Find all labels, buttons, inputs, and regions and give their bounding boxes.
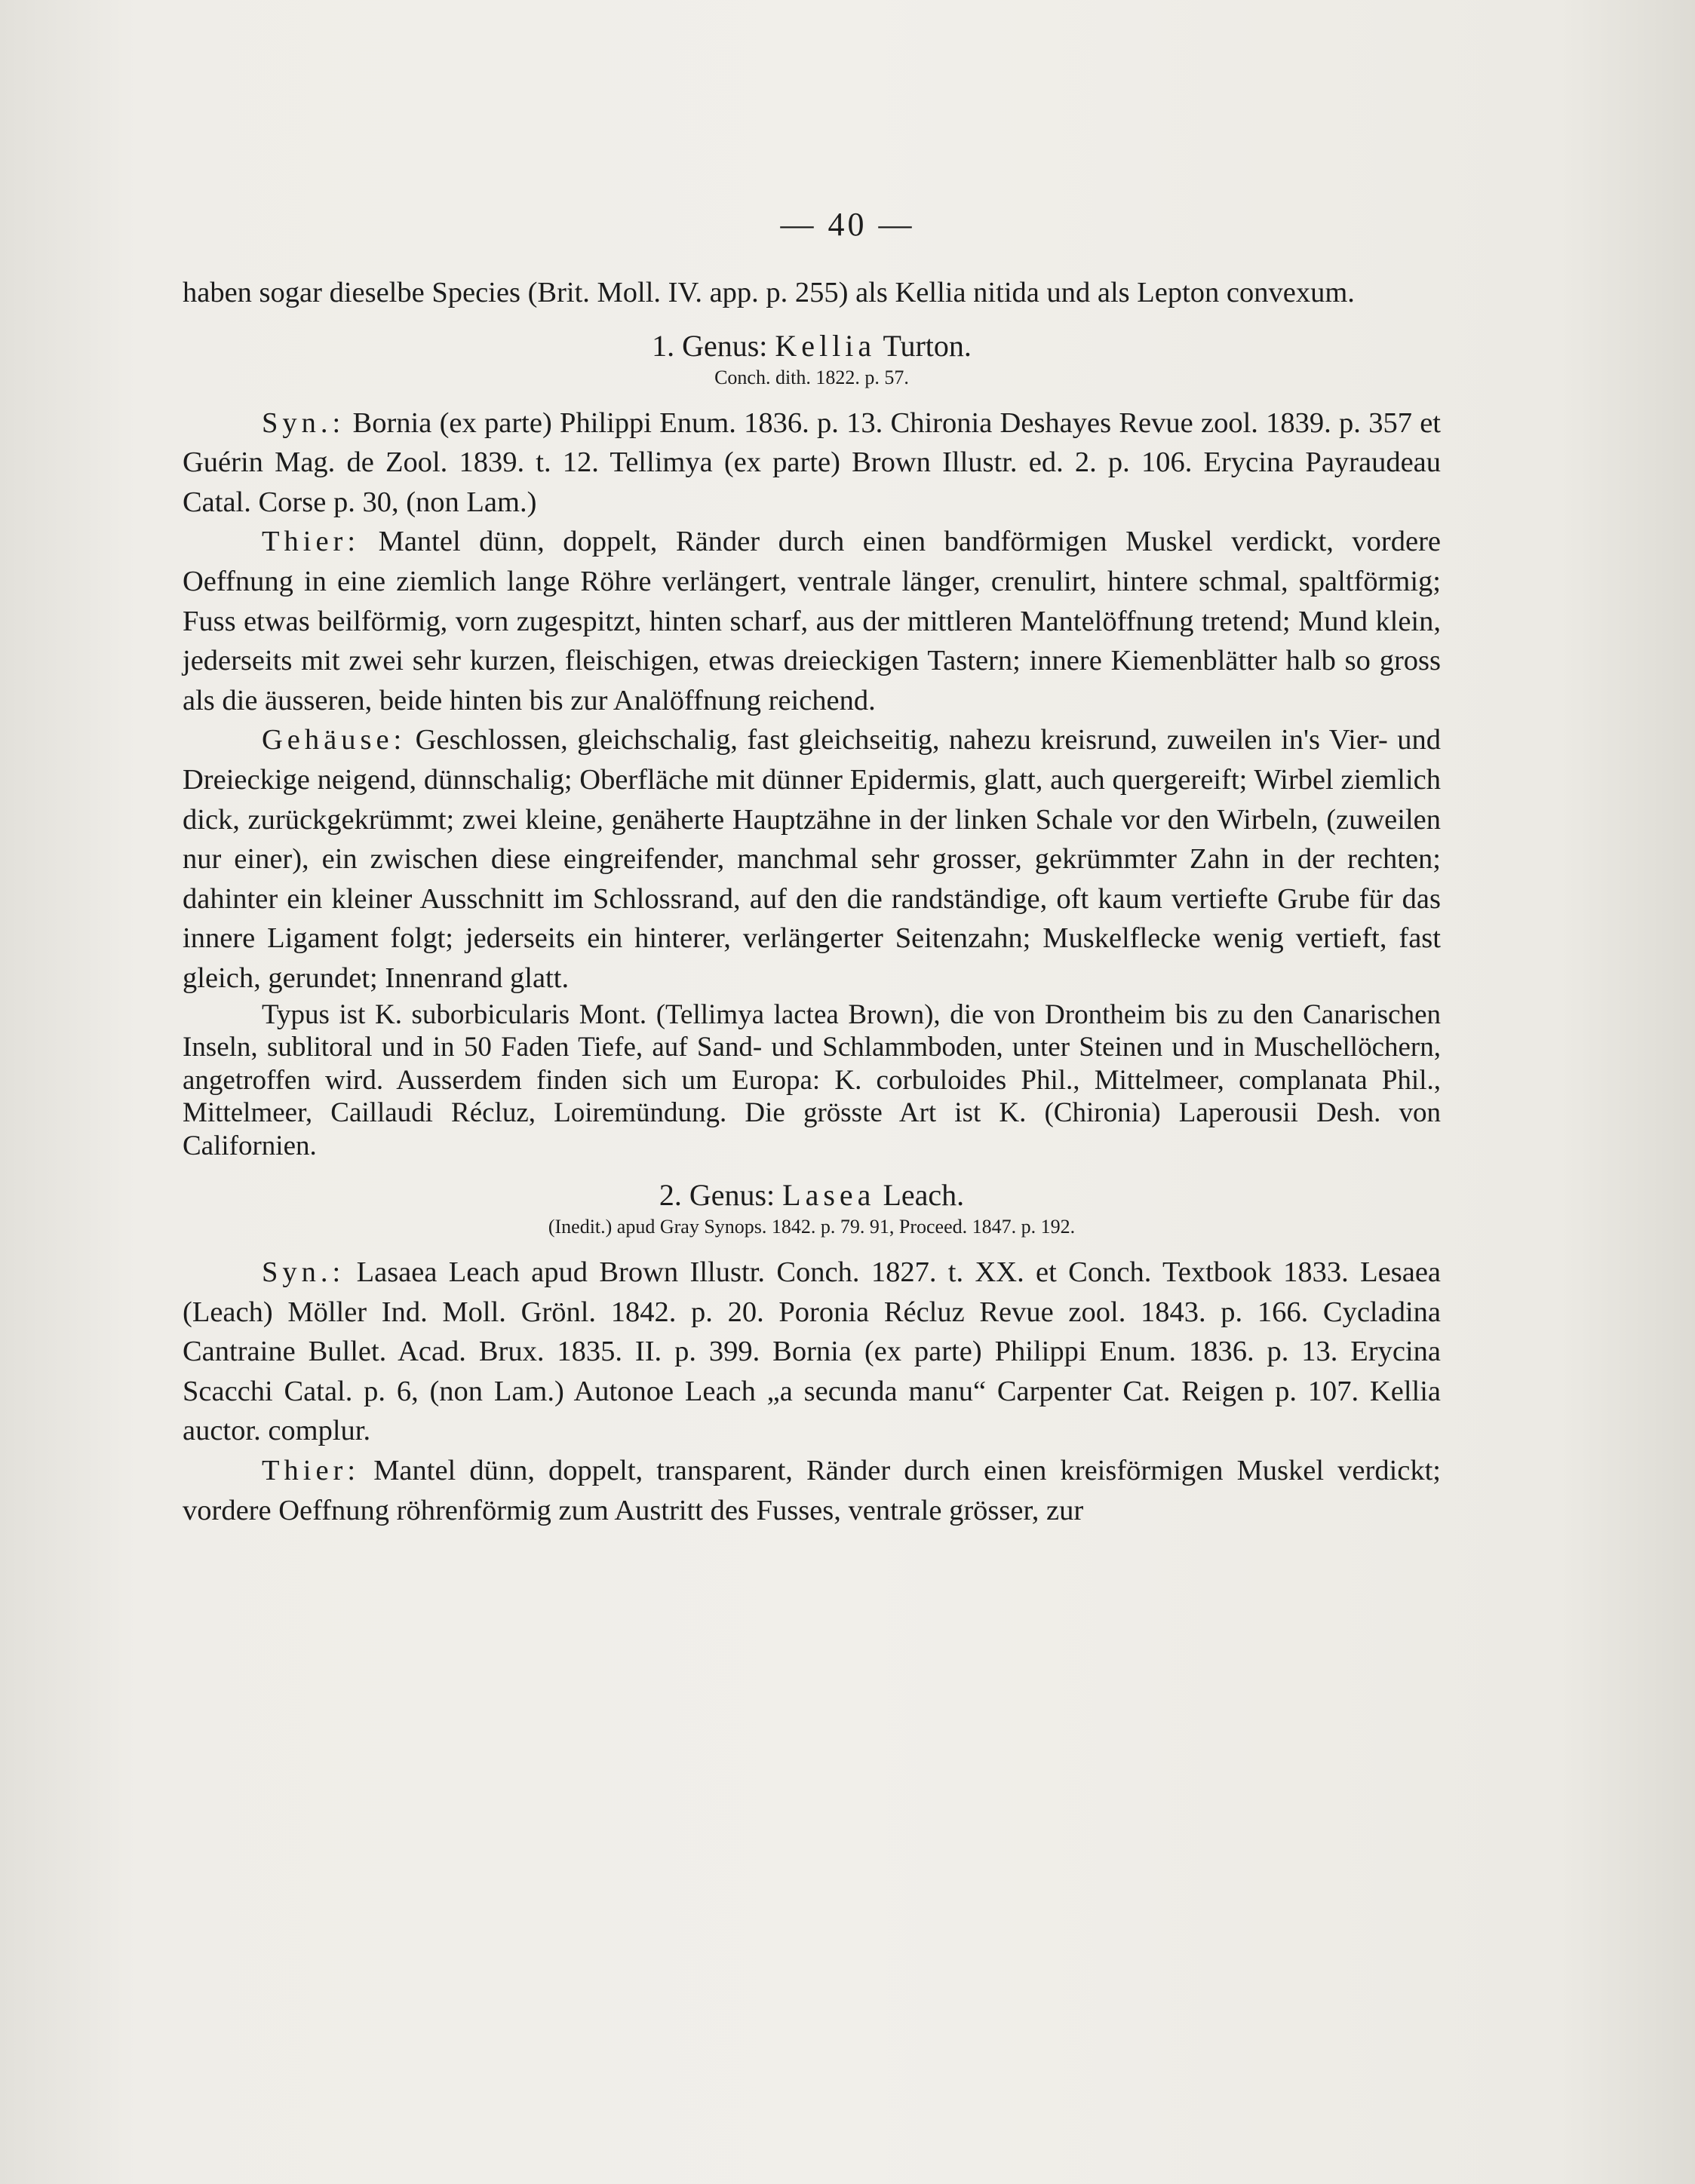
genus1-thier (183, 522, 1441, 720)
genus2-syn-label: Syn.: (262, 1256, 345, 1288)
genus2-reference: (Inedit.) apud Gray Synops. 1842. p. 79. 91, Proceed. 1847. p. 192. (548, 1216, 1076, 1238)
genus2-name: Lasea (782, 1178, 876, 1212)
genus1-gehaeuse-label: Gehäuse: (262, 724, 407, 756)
genus2-heading (183, 1176, 1441, 1215)
genus2-thier (183, 1451, 1441, 1530)
genus1-thier-text: Mantel dünn, doppelt, Ränder durch einen bandförmigen Muskel verdickt, vordere Oeffnung in eine ziemlich lange Röhre verlängert, ventrale länger, crenulirt, hintere schmal, spaltförmig; Fuss etwas beilförmig, vorn zugespitzt, hinten scharf, aus der mittleren Mantelöffnung tretend; Mund klein, jederseits mit zwei sehr kurzen, fleischigen, etwas dreieckigen Tastern; innere Kiemenblätter halb so gross als die äusseren, beide hinten bis zur Analöffnung reichend. (183, 526, 1441, 716)
genus1-syn-text: Bornia (ex parte) Philippi Enum. 1836. p. 13. Chironia Deshayes Revue zool. 1839. p. 357 et Guérin Mag. de Zool. 1839. t. 12. Tellimya (ex parte) Brown Illustr. ed. 2. p. 106. Erycina Payraudeau Catal. Corse p. 30, (non Lam.) (183, 406, 1442, 518)
intro-paragraph: haben sogar dieselbe Species (Brit. Moll. IV. app. p. 255) als Kellia nitida und als Lepton convexum. (183, 277, 1355, 308)
genus1-author: Turton. (883, 328, 972, 363)
genus1-gehaeuse (183, 720, 1441, 998)
genus2-label: 2. Genus: (659, 1178, 775, 1212)
genus2-author: Leach. (883, 1178, 965, 1212)
genus1-thier-label: Thier: (262, 526, 361, 558)
genus1-typus: Typus ist K. suborbicularis Mont. (Tellimya lactea Brown), die von Drontheim bis zu den Canarischen Inseln, sublitoral und in 50 Faden Tiefe, auf Sand- und Schlammboden, unter Steinen und in Muschellöchern, angetroffen wird. Ausserdem finden sich um Europa: K. corbuloides Phil., Mittelmeer, complanata Phil., Mittelmeer, Caillaudi Récluz, Loiremündung. Die grösste Art ist K. (Chironia) Laperousii Desh. von Californien. (183, 998, 1441, 1161)
genus1-heading (183, 327, 1441, 366)
page-number: — 40 — (780, 206, 915, 243)
genus1-typus-block (183, 998, 1441, 1163)
genus2-thier-label: Thier: (262, 1454, 361, 1486)
body-text (183, 273, 1441, 1530)
genus2-syn-text: Lasaea Leach apud Brown Illustr. Conch. 1827. t. XX. et Conch. Textbook 1833. Lesaea (Leach) Möller Ind. Moll. Grönl. 1842. p. 20. Poronia Récluz Revue zool. 1843. p. 166. Cycladina Cantraine Bullet. Acad. Brux. 1835. II. p. 399. Bornia (ex parte) Philippi Enum. 1836. p. 13. Erycina Scacchi Catal. p. 6, (non Lam.) Autonoe Leach „a secunda manu“ Carpenter Cat. Reigen p. 107. Kellia auctor. complur. (183, 1256, 1442, 1447)
genus2-thier-text: Mantel dünn, doppelt, transparent, Ränder durch einen kreisförmigen Muskel verdickt; vordere Oeffnung röhrenförmig zum Austritt des Fusses, ventrale grösser, zur (183, 1454, 1442, 1526)
genus1-name: Kellia (775, 328, 877, 363)
genus1-syn-label: Syn.: (262, 406, 345, 439)
genus2-synonyms (183, 1253, 1441, 1451)
genus1-gehaeuse-text: Geschlossen, gleichschalig, fast gleichseitig, nahezu kreisrund, zuweilen in's Vier- und Dreieckige neigend, dünnschalig; Oberfläche mit dünner Epidermis, glatt, auch quergereift; Wirbel ziemlich dick, zurückgekrümmt; zwei kleine, genäherte Hauptzähne in der linken Schale vor den Wirbeln, (zuweilen nur einer), ein zwischen diese eingreifender, manchmal sehr grosser, gekrümmter Zahn in der rechten; dahinter ein kleiner Ausschnitt im Schlossrand, auf den die randständige, oft kaum vertiefte Grube für das innere Ligament folgt; jederseits ein hinterer, verlängerter Seitenzahn; Muskelflecke wenig vertieft, fast gleich, gerundet; Innenrand glatt. (183, 724, 1442, 994)
genus1-synonyms (183, 403, 1441, 523)
genus1-label: 1. Genus: (652, 328, 768, 363)
genus1-reference: Conch. dith. 1822. p. 57. (714, 366, 909, 388)
